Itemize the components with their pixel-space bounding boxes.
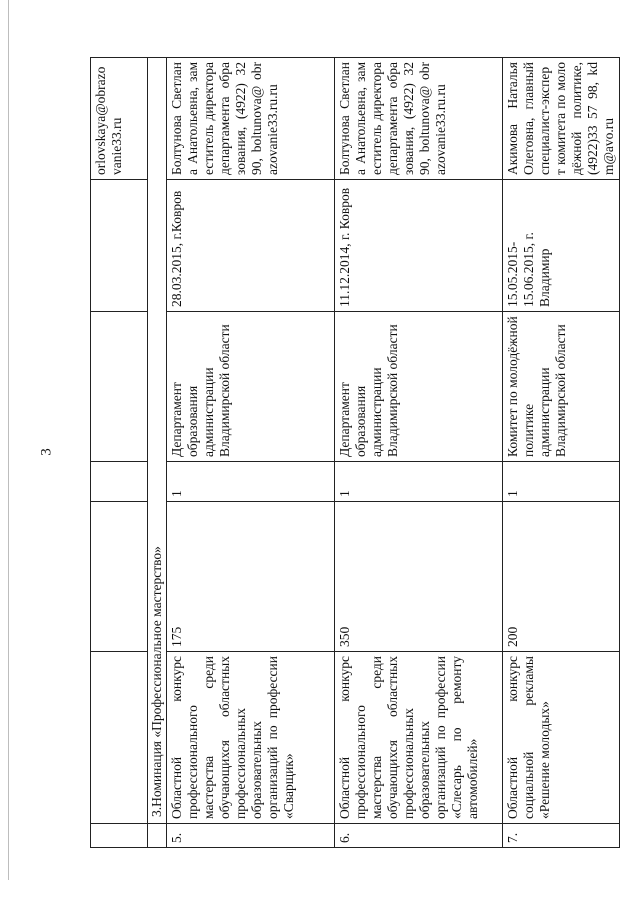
competition-name: Областной конкурс профессионального мастерства среди обучающихся областных профессиональных образовательных организаций по профессии «Слесарь по ремонту автомобилей» <box>335 652 503 824</box>
table-row-top-continuation <box>91 58 148 848</box>
top-cell-amount <box>91 502 148 652</box>
top-cell-num <box>91 824 148 848</box>
scan-edge-line <box>8 0 9 880</box>
organizer-cell: Департамент образования администрации Владимирской области <box>335 312 503 462</box>
date-place-cell: 28.03.2015, г.Ковров <box>167 180 335 312</box>
row-number: 6. <box>335 824 503 848</box>
row-number: 7. <box>503 824 620 848</box>
rotated-table-container <box>90 58 615 848</box>
count-cell: 1 <box>167 462 335 502</box>
organizer-cell: Департамент образования администрации Владимирской области <box>167 312 335 462</box>
competition-name: Областной конкурс социальной рекламы «Решение молодых» <box>503 652 620 824</box>
amount-cell: 350 <box>335 502 503 652</box>
top-cell-contacts: orlovskaya@obrazovanie33.ru <box>91 58 148 180</box>
contacts-cell: Болтунова Светлана Анатольевна, заместитель директора департамента образования, (4922) 32 90, boltunova@ obrazovanie33.ru.ru <box>335 58 503 180</box>
amount-cell: 175 <box>167 502 335 652</box>
count-cell: 1 <box>503 462 620 502</box>
events-table <box>90 57 620 848</box>
table-row-7 <box>503 58 620 848</box>
count-cell: 1 <box>335 462 503 502</box>
contacts-cell: Болтунова Светлана Анатольевна, заместитель директора департамента образования, (4922) 32 90, boltunova@ obrazovanie33.ru.ru <box>167 58 335 180</box>
amount-cell: 200 <box>503 502 620 652</box>
nomination-empty-cell <box>148 824 167 848</box>
nomination-row <box>148 58 167 848</box>
competition-name: Областной конкурс профессионального мастерства среди обучающихся областных профессиональных образовательных организаций по профессии «Сварщик» <box>167 652 335 824</box>
top-cell-count <box>91 462 148 502</box>
nomination-title: 3.Номинация «Профессиональное мастерство» <box>148 58 167 824</box>
date-place-cell: 11.12.2014, г. Ковров <box>335 180 503 312</box>
table-row-6 <box>335 58 503 848</box>
page-number: 3 <box>38 448 55 456</box>
top-cell-date <box>91 180 148 312</box>
organizer-cell: Комитет по молодёжной политике администрации Владимирской области <box>503 312 620 462</box>
top-cell-organizer <box>91 312 148 462</box>
row-number: 5. <box>167 824 335 848</box>
top-cell-name <box>91 652 148 824</box>
contacts-cell: Акимова Наталья Олеговна, главный специалист-эксперт комитета по молодёжной политике, (4922)33 57 98, kdm@avo.ru <box>503 58 620 180</box>
date-place-cell: 15.05.2015-15.06.2015, г. Владимир <box>503 180 620 312</box>
table-row-5 <box>167 58 335 848</box>
